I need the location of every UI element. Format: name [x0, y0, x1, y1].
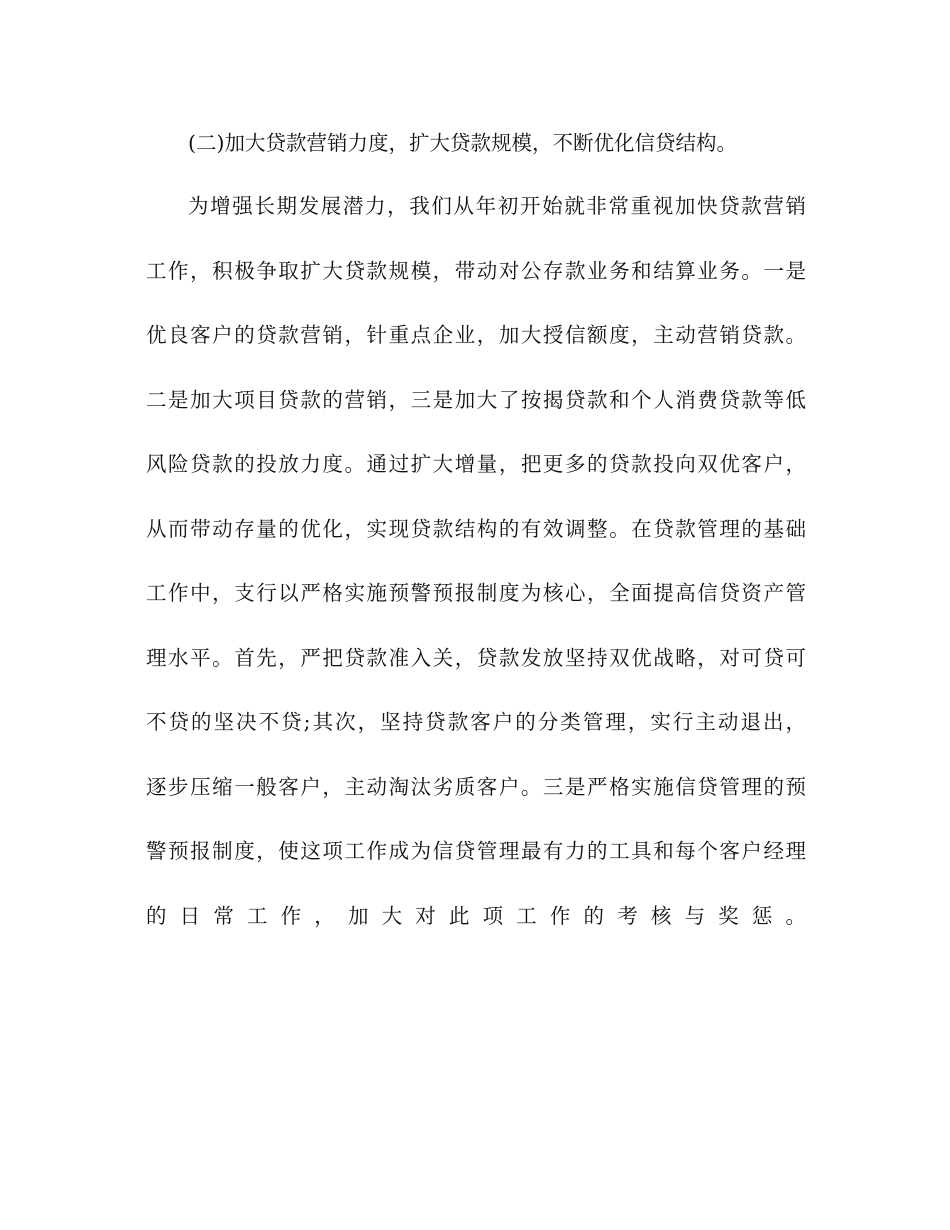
paragraph-line [146, 965, 806, 995]
paragraph-line: 优良客户的贷款营销，针重点企业，加大授信额度，主动营销贷款。 [146, 323, 806, 347]
paragraph-line: 工作中，支行以严格实施预警预报制度为核心，全面提高信贷资产管 [146, 581, 806, 605]
paragraph-line: 为增强长期发展潜力，我们从年初开始就非常重视加快贷款营销 [188, 194, 806, 218]
section-heading: (二)加大贷款营销力度，扩大贷款规模，不断优化信贷结构。 [188, 131, 737, 155]
paragraph-line: 风险贷款的投放力度。通过扩大增量，把更多的贷款投向双优客户， [146, 452, 806, 476]
paragraph-line: 工作，积极争取扩大贷款规模，带动对公存款业务和结算业务。一是 [146, 259, 806, 283]
paragraph-line: 不贷的坚决不贷;其次，坚持贷款客户的分类管理，实行主动退出， [146, 710, 806, 734]
paragraph-line: 的日常工作，加大对此项工作的考核与奖惩。 [146, 904, 806, 928]
paragraph-line: 理水平。首先，严把贷款准入关，贷款发放坚持双优战略，对可贷可 [146, 646, 806, 670]
paragraph-line: 警预报制度，使这项工作成为信贷管理最有力的工具和每个客户经理 [146, 839, 806, 863]
paragraph-line: 从而带动存量的优化，实现贷款结构的有效调整。在贷款管理的基础 [146, 517, 806, 541]
paragraph-line: 二是加大项目贷款的营销，三是加大了按揭贷款和个人消费贷款等低 [146, 388, 806, 412]
paragraph-line: 逐步压缩一般客户，主动淘汰劣质客户。三是严格实施信贷管理的预 [146, 775, 806, 799]
